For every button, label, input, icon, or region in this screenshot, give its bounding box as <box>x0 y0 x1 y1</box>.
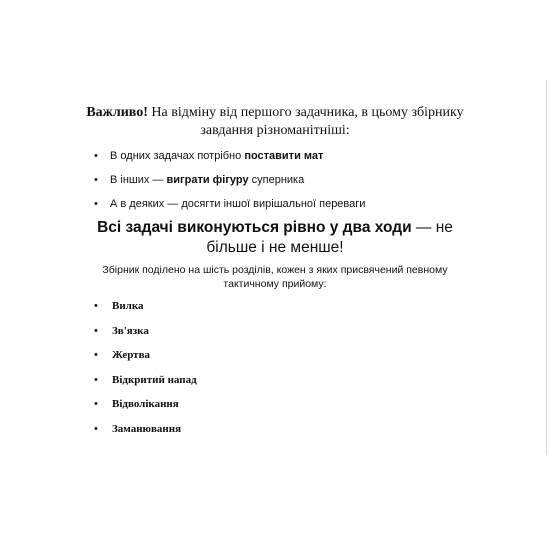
list-item <box>94 299 197 324</box>
section-label: Вилка <box>112 300 144 312</box>
bullet-icon: • <box>94 198 98 210</box>
intro-text: На відміну від першого задачника, в цьому збірнику завдання різноманітніші: <box>147 105 464 138</box>
section-label: Відкритий напад <box>112 373 197 386</box>
section-label: Заманювання <box>112 422 182 435</box>
bullet-icon: • <box>94 349 98 361</box>
sections-list <box>94 299 197 446</box>
list-item-text: В одних задачах потрібно <box>110 150 245 162</box>
list-item <box>94 422 197 447</box>
bullet-icon: • <box>94 422 98 435</box>
description-paragraph: Збірник поділено на шість розділів, кожен з яких присвячений певному тактичному прийому: <box>102 264 448 290</box>
section-label: Жертва <box>112 349 151 361</box>
headline <box>70 218 480 258</box>
bullet-icon: • <box>94 324 98 337</box>
page-edge-rule <box>546 80 547 455</box>
section-label: Відволікання <box>112 398 179 410</box>
headline-bold: Всі задачі виконуються рівно у два ходи <box>97 219 412 236</box>
list-item <box>94 173 365 197</box>
list-item-text: А в деяких — досягти іншої вирішальної переваги <box>110 198 366 210</box>
list-item-bold: поставити мат <box>244 150 324 162</box>
headline-rest: — не більше і не менше! <box>206 219 453 256</box>
list-item-bold: виграти фігуру <box>166 174 249 186</box>
task-types-list <box>94 149 365 221</box>
bullet-icon: • <box>94 300 98 312</box>
bullet-icon: • <box>94 373 98 386</box>
section-label: Зв'язка <box>112 324 149 337</box>
bullet-icon: • <box>94 398 98 410</box>
list-item <box>94 324 197 349</box>
intro-paragraph <box>80 104 470 140</box>
bullet-icon: • <box>94 150 98 162</box>
list-item-text-post: суперника <box>248 174 305 186</box>
list-item <box>94 149 365 173</box>
list-item <box>94 373 197 398</box>
list-item-text: В інших — <box>110 174 167 186</box>
intro-bold-lead: Важливо! <box>86 105 148 120</box>
list-item <box>94 397 197 422</box>
list-item <box>94 348 197 373</box>
bullet-icon: • <box>94 174 98 186</box>
